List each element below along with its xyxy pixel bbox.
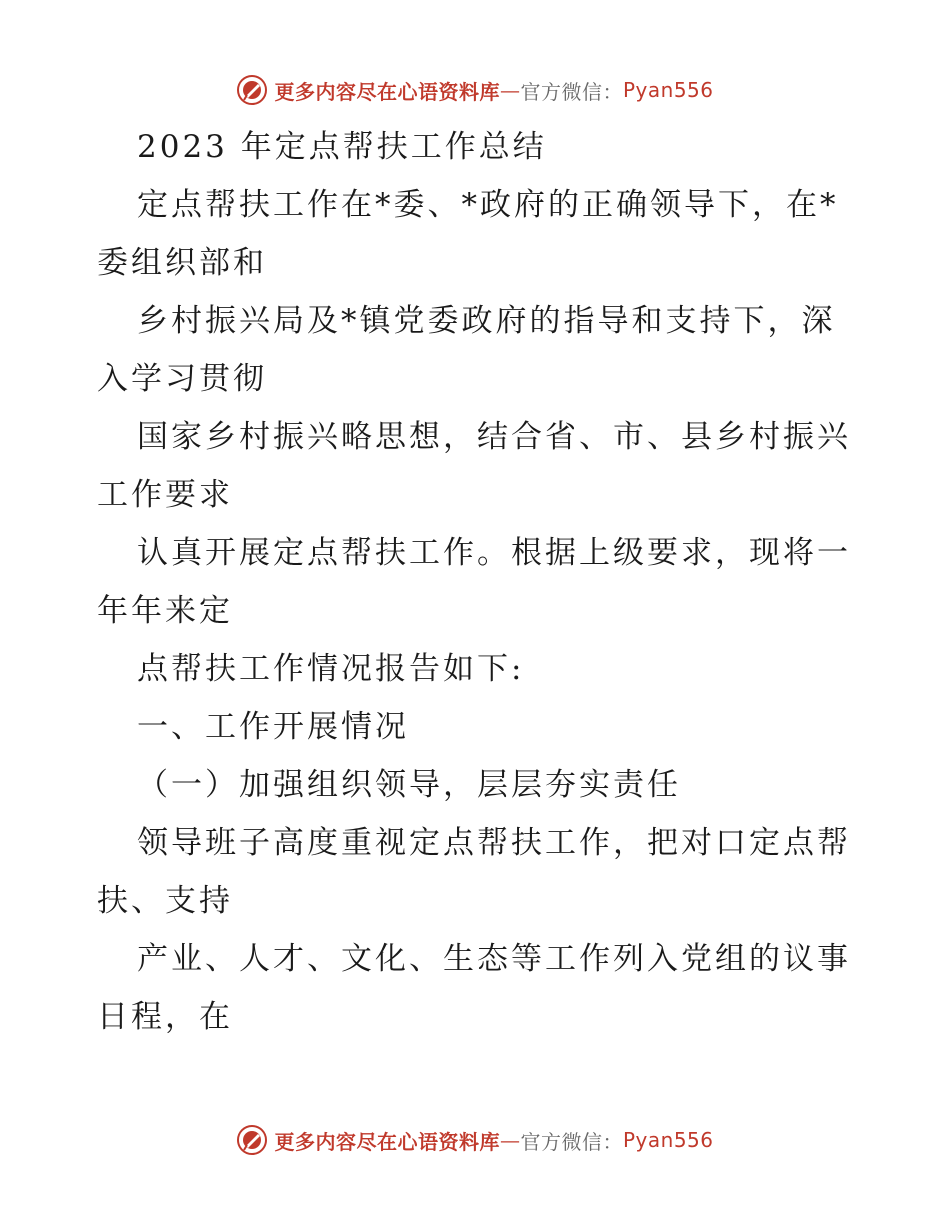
document-title: 2023 年定点帮扶工作总结 bbox=[137, 129, 547, 165]
watermark-brand: 更多内容尽在心语资料库 bbox=[274, 1129, 500, 1154]
paragraph: 产业、人才、文化、生态等工作列入党组的议事日程，在 bbox=[97, 941, 851, 1035]
paragraph: 领导班子高度重视定点帮扶工作，把对口定点帮扶、支持 bbox=[97, 825, 851, 919]
watermark-brand: 更多内容尽在心语资料库 bbox=[274, 79, 500, 104]
watermark-id: Pyan556 bbox=[622, 78, 714, 102]
watermark-id: Pyan556 bbox=[622, 1128, 714, 1152]
watermark-label: 官方微信： bbox=[520, 79, 623, 104]
paragraph: 点帮扶工作情况报告如下: bbox=[137, 651, 525, 687]
watermark-dash: — bbox=[499, 78, 521, 102]
paragraph: 国家乡村振兴略思想，结合省、市、县乡村振兴工作要求 bbox=[97, 419, 851, 513]
section-heading: 一、工作开展情况 bbox=[137, 709, 409, 745]
quill-logo-icon bbox=[236, 1124, 268, 1156]
watermark-header bbox=[0, 70, 950, 110]
paragraph: 认真开展定点帮扶工作。根据上级要求，现将一年年来定 bbox=[97, 535, 851, 629]
watermark-footer bbox=[0, 1120, 950, 1160]
watermark-label: 官方微信： bbox=[520, 1129, 623, 1154]
watermark-dash: — bbox=[499, 1128, 521, 1152]
paragraph: 定点帮扶工作在*委、*政府的正确领导下，在*委组织部和 bbox=[97, 187, 839, 281]
document-body bbox=[97, 118, 857, 1046]
subsection-heading: （一）加强组织领导，层层夯实责任 bbox=[137, 767, 681, 803]
paragraph: 乡村振兴局及*镇党委政府的指导和支持下，深入学习贯彻 bbox=[97, 303, 836, 397]
quill-logo-icon bbox=[236, 74, 268, 106]
